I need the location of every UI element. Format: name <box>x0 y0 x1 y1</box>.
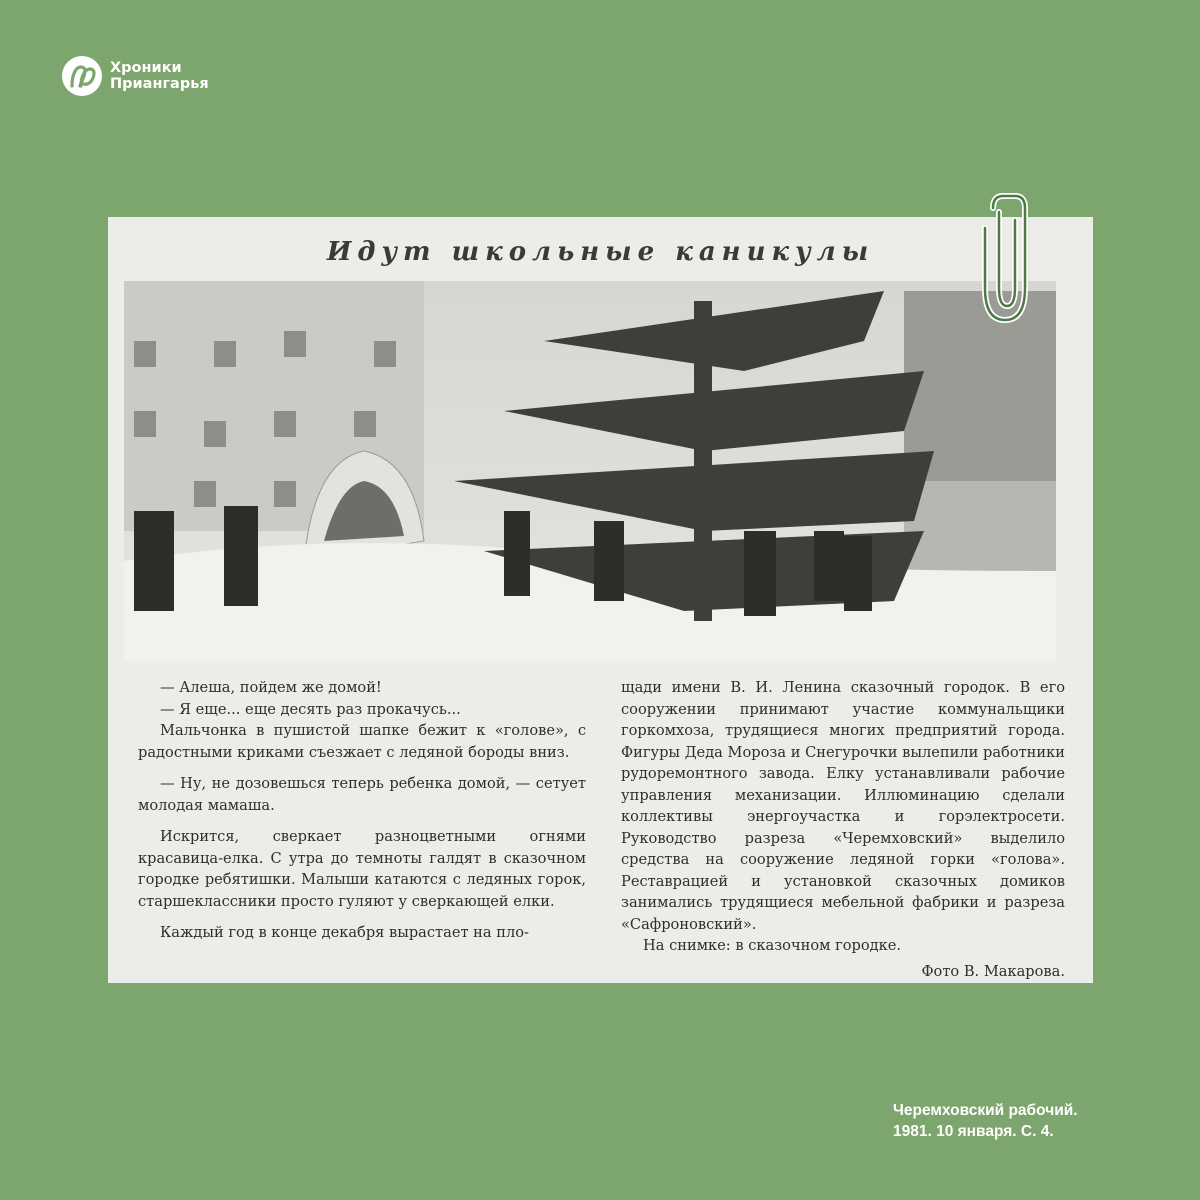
photo-caption: На снимке: в сказочном городке. <box>643 937 902 954</box>
article-paragraph: Искрится, сверкает разноцветными огнями красавица-елка. С утра до темноты галдят в сказочном городке ребятишки. Малыши катаются с ледяных горок, старшеклассники просто гуляют у сверкающей елки. <box>138 828 586 910</box>
source-line1: Черемховский рабочий. <box>893 1102 1078 1119</box>
article-paragraph: — Я еще... еще десять раз прокачусь... <box>160 700 461 718</box>
photo-credit: Фото В. Макарова. <box>921 962 1065 980</box>
article-paragraph: — Ну, не дозовешься теперь ребенка домой, — сетует молодая мамаша. <box>138 775 586 814</box>
newspaper-clipping <box>108 217 1093 983</box>
brand-name <box>110 60 209 92</box>
article-paragraph: Каждый год в конце декабря вырастает на пло- <box>160 924 529 941</box>
article-paragraph: — Алеша, пойдем же домой! <box>160 679 382 696</box>
brand-name-line2: Приангарья <box>110 76 209 92</box>
paperclip-icon <box>975 188 1075 328</box>
article-right-column <box>621 677 1065 982</box>
article-paragraph: Мальчонка в пушистой шапке бежит к «голове», с радостными криками съезжает с ледяной бороды вниз. <box>138 722 586 761</box>
source-line2: 1981. 10 января. С. 4. <box>893 1123 1054 1140</box>
article-left-column <box>138 677 586 944</box>
article-headline: Идут школьные каникулы <box>326 237 875 267</box>
winter-town-photo <box>124 281 1056 661</box>
brand-name-line1: Хроники <box>110 60 182 76</box>
pp-monogram-icon <box>62 56 102 96</box>
brand-logo <box>62 56 209 96</box>
article-paragraph: щади имени В. И. Ленина сказочный городок. В его сооружении принимают участие коммунальщики горкомхоза, трудящиеся многих предприятий города. Фигуры Деда Мороза и Снегурочки вылепили работники рудоремонтного завода. Елку устанавливали рабочие управления механизации. Иллюминацию сделали коллективы энергоучастка и горэлектросети. Руководство разреза «Черемховский» выделило средства на сооружение ледяной горки «голова». Реставрацией и установкой сказочных домиков занимались трудящиеся мебельной фабрики и разреза «Сафроновский». <box>621 679 1065 933</box>
source-citation <box>893 1100 1078 1142</box>
